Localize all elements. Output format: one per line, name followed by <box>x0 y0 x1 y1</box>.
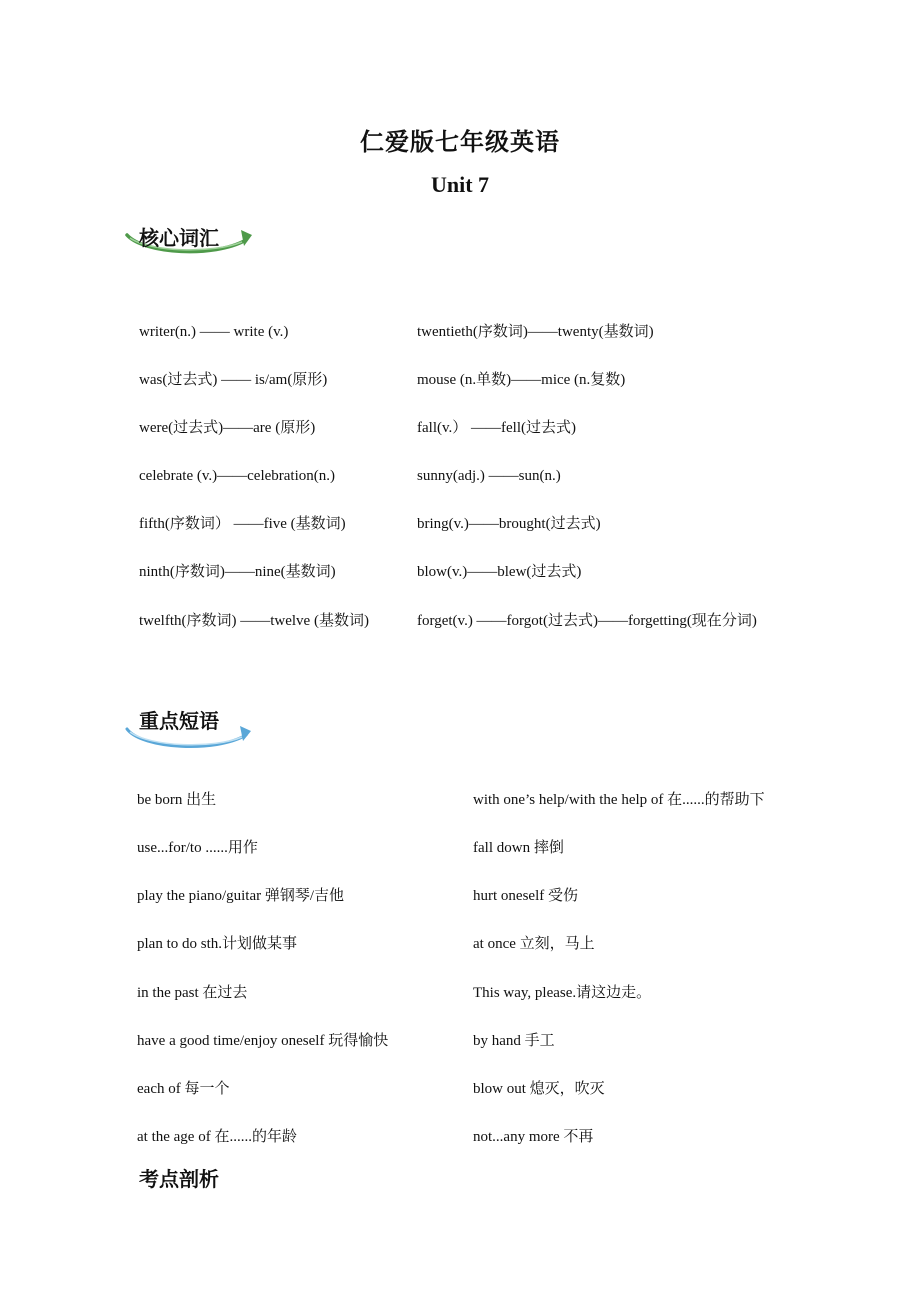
phrase-right: hurt oneself 受伤 <box>473 888 578 904</box>
phrase-left: play the piano/guitar 弹钢琴/吉他 <box>137 888 345 904</box>
vocab-left: fifth(序数词） ——five (基数词) <box>139 516 346 532</box>
phrase-left: use...for/to ......用作 <box>137 840 258 856</box>
vocab-left: were(过去式)——are (原形) <box>139 420 316 436</box>
phrase-right: fall down 摔倒 <box>473 840 564 856</box>
phrase-left: each of 每一个 <box>137 1081 230 1097</box>
phrase-right: with one’s help/with the help of 在......的帮助下 <box>473 792 765 808</box>
phrases-section-title: 重点短语 <box>139 709 219 733</box>
vocab-right: fall(v.） ——fell(过去式) <box>417 420 576 436</box>
document-title: 仁爱版七年级英语 <box>360 128 560 156</box>
phrase-left: be born 出生 <box>137 792 217 808</box>
vocab-right: blow(v.)——blew(过去式) <box>417 564 582 580</box>
phrase-right: This way, please.请这边走。 <box>473 985 652 1001</box>
document-subtitle: Unit 7 <box>430 172 490 197</box>
vocab-right: twentieth(序数词)——twenty(基数词) <box>417 324 654 340</box>
vocab-right: forget(v.) ——forgot(过去式)——forgetting(现在分词) <box>417 613 757 629</box>
vocab-right: mouse (n.单数)——mice (n.复数) <box>417 372 626 388</box>
vocab-left: was(过去式) —— is/am(原形) <box>139 372 328 388</box>
phrase-right: by hand 手工 <box>473 1033 555 1049</box>
phrase-right: not...any more 不再 <box>473 1129 594 1145</box>
vocab-section-title: 核心词汇 <box>139 226 219 250</box>
phrase-right: at once 立刻，马上 <box>473 936 595 952</box>
phrase-left: plan to do sth.计划做某事 <box>137 936 297 952</box>
vocab-left: celebrate (v.)——celebration(n.) <box>139 468 336 484</box>
analysis-section-title: 考点剖析 <box>139 1167 219 1191</box>
vocab-left: writer(n.) —— write (v.) <box>139 324 289 340</box>
vocab-left: twelfth(序数词) ——twelve (基数词) <box>139 613 369 629</box>
vocab-section-header <box>124 222 256 256</box>
vocab-right: sunny(adj.) ——sun(n.) <box>417 468 561 484</box>
phrases-section-header <box>124 705 256 739</box>
phrase-left: in the past 在过去 <box>137 985 248 1001</box>
phrase-left: have a good time/enjoy oneself 玩得愉快 <box>137 1033 389 1049</box>
vocab-right: bring(v.)——brought(过去式) <box>417 516 601 532</box>
vocab-left: ninth(序数词)——nine(基数词) <box>139 564 336 580</box>
phrase-right: blow out 熄灭，吹灭 <box>473 1081 605 1097</box>
phrase-left: at the age of 在......的年龄 <box>137 1129 297 1145</box>
